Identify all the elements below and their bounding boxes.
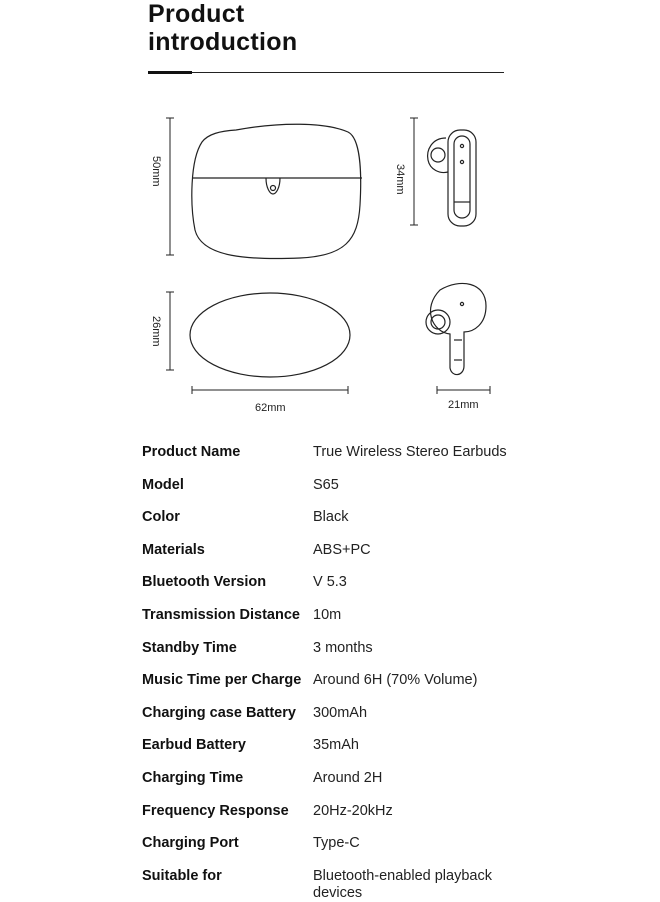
title-divider-accent [148, 71, 192, 74]
spec-value: V 5.3 [313, 574, 347, 591]
spec-row [142, 672, 542, 705]
earbud-front-illustration [426, 283, 486, 374]
case-depth-label: 26mm [150, 316, 162, 347]
spec-label: Earbud Battery [142, 737, 246, 754]
earbud-side-illustration [428, 130, 476, 226]
spec-value: 35mAh [313, 737, 359, 754]
spec-row [142, 803, 542, 836]
dimension-diagram [140, 110, 540, 420]
spec-value: 300mAh [313, 704, 368, 721]
spec-label: Standby Time [142, 639, 237, 656]
page-title [148, 0, 297, 56]
spec-row [142, 770, 542, 803]
spec-value: Type-C [313, 835, 360, 852]
spec-row [142, 477, 542, 510]
spec-row [142, 640, 542, 673]
spec-row [142, 868, 542, 901]
spec-row [142, 542, 542, 575]
spec-value: Around 2H [313, 769, 383, 786]
spec-label: Charging Port [142, 835, 239, 852]
spec-label: Color [142, 509, 180, 526]
spec-label: Product Name [142, 444, 241, 460]
spec-value: ABS+PC [313, 541, 371, 558]
earbud-width-label: 21mm [448, 399, 479, 411]
earbud-height-dimension [410, 118, 418, 225]
spec-label: Model [142, 476, 184, 493]
case-height-label: 50mm [150, 156, 162, 187]
title-divider [148, 72, 504, 73]
spec-row [142, 574, 542, 607]
spec-table [142, 444, 542, 900]
spec-label: Suitable for [142, 867, 222, 884]
spec-value: 3 months [313, 639, 373, 656]
title-line-1: Product [148, 0, 245, 28]
case-width-dimension [192, 386, 348, 394]
case-height-dimension [166, 118, 174, 255]
spec-label: Charging case Battery [142, 704, 296, 721]
case-width-label: 62mm [255, 402, 286, 414]
spec-label: Frequency Response [142, 802, 289, 819]
spec-label: Charging Time [142, 769, 244, 786]
spec-value: 10m [313, 606, 342, 623]
earbud-width-dimension [437, 386, 490, 394]
spec-label: Transmission Distance [142, 606, 300, 623]
spec-label: Music Time per Charge [142, 672, 302, 689]
spec-label: Bluetooth Version [142, 574, 267, 591]
spec-value: S65 [313, 476, 339, 493]
spec-value: Black [313, 509, 349, 526]
case-front-illustration [192, 124, 362, 258]
spec-row [142, 737, 542, 770]
spec-row [142, 444, 542, 477]
spec-value: 20Hz-20kHz [313, 802, 393, 819]
spec-row [142, 835, 542, 868]
spec-value: Around 6H (70% Volume) [313, 672, 478, 689]
spec-row [142, 509, 542, 542]
spec-row [142, 705, 542, 738]
spec-value: Bluetooth-enabled playback devices [313, 867, 492, 901]
spec-value: True Wireless Stereo Earbuds [313, 444, 507, 460]
title-line-2: introduction [148, 28, 298, 56]
spec-label: Materials [142, 541, 205, 558]
case-depth-dimension [166, 292, 174, 370]
spec-row [142, 607, 542, 640]
case-top-illustration [190, 293, 350, 377]
earbud-height-label: 34mm [394, 164, 406, 195]
